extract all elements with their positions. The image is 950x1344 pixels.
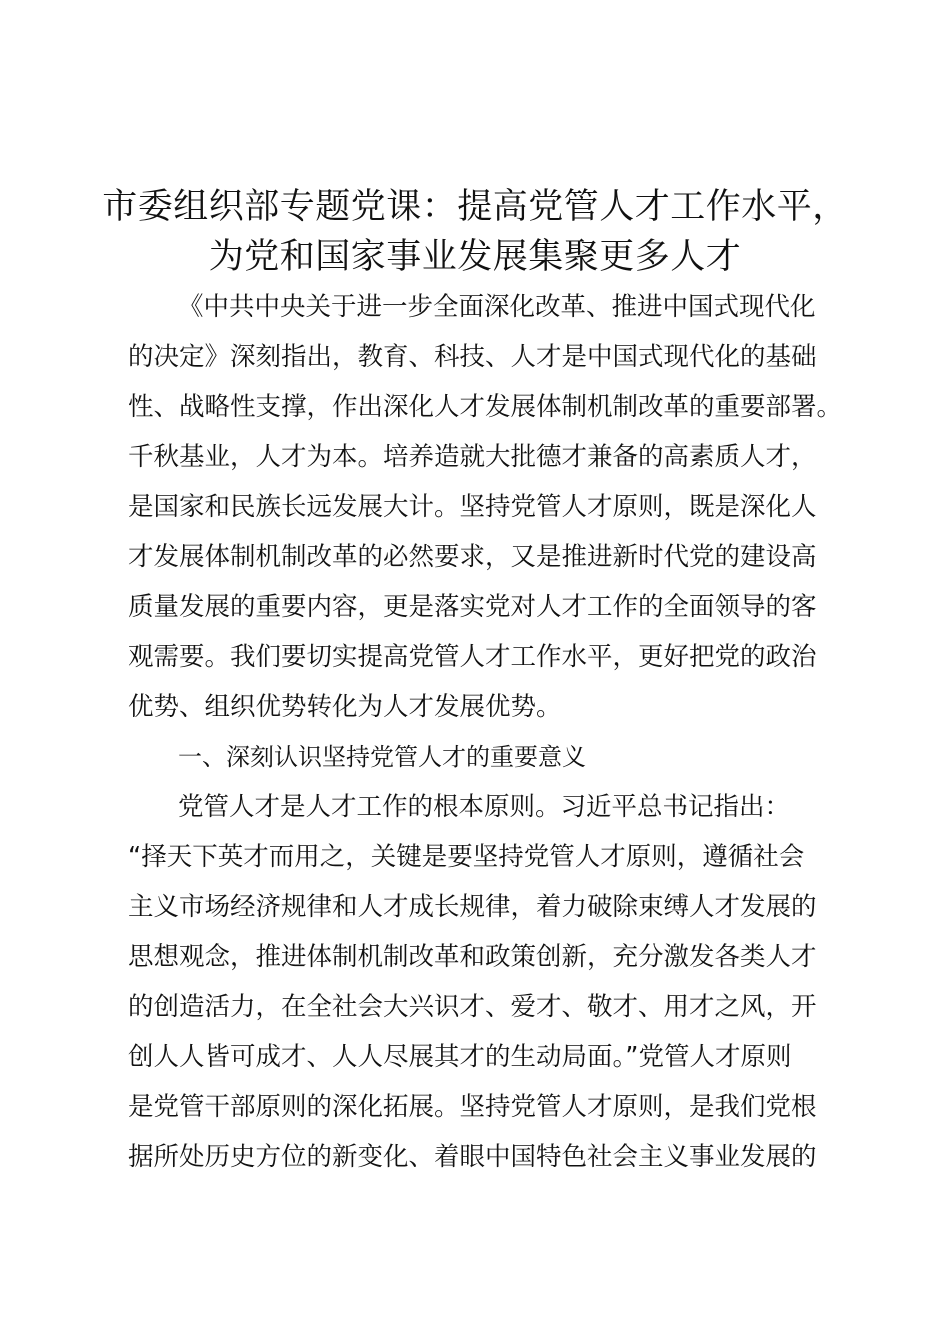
paragraph-line: “择天下英才而用之，关键是要坚持党管人才原则，遵循社会 [128, 842, 805, 872]
paragraph-line: 的创造活力，在全社会大兴识才、爱才、敬才、用才之风，开 [128, 992, 817, 1022]
paragraph-line: 思想观念，推进体制机制改革和政策创新，充分激发各类人才 [128, 942, 817, 972]
paragraph-line: 的决定》深刻指出，教育、科技、人才是中国式现代化的基础 [128, 342, 817, 372]
paragraph-line: 才发展体制机制改革的必然要求，又是推进新时代党的建设高 [128, 542, 817, 572]
paragraph-line: 据所处历史方位的新变化、着眼中国特色社会主义事业发展的 [128, 1142, 817, 1172]
paragraph-line: 创人人皆可成才、人人尽展其才的生动局面。”党管人才原则 [128, 1042, 792, 1072]
paragraph-line: 是党管干部原则的深化拓展。坚持党管人才原则，是我们党根 [128, 1092, 817, 1122]
section-heading: 一、深刻认识坚持党管人才的重要意义 [178, 743, 586, 771]
paragraph-line: 是国家和民族长远发展大计。坚持党管人才原则，既是深化人 [128, 492, 817, 522]
paragraph-line: 质量发展的重要内容，更是落实党对人才工作的全面领导的客 [128, 592, 817, 622]
paragraph-line: 性、战略性支撑，作出深化人才发展体制机制改革的重要部署。 [128, 392, 843, 422]
paragraph-line: 主义市场经济规律和人才成长规律，着力破除束缚人才发展的 [128, 892, 817, 922]
document-body [128, 282, 848, 1182]
paragraph-line: 千秋基业，人才为本。培养造就大批德才兼备的高素质人才， [128, 442, 817, 472]
document-title-line-2: 为党和国家事业发展集聚更多人才 [208, 237, 742, 277]
paragraph-line: 党管人才是人才工作的根本原则。习近平总书记指出： [178, 792, 791, 822]
paragraph-line: 观需要。我们要切实提高党管人才工作水平，更好把党的政治 [128, 642, 817, 672]
document-title-line-1: 市委组织部专题党课：提高党管人才工作水平， [102, 187, 848, 227]
paragraph-line: 优势、组织优势转化为人才发展优势。 [128, 692, 562, 722]
paragraph-line: 《中共中央关于进一步全面深化改革、推进中国式现代化 [178, 292, 816, 322]
